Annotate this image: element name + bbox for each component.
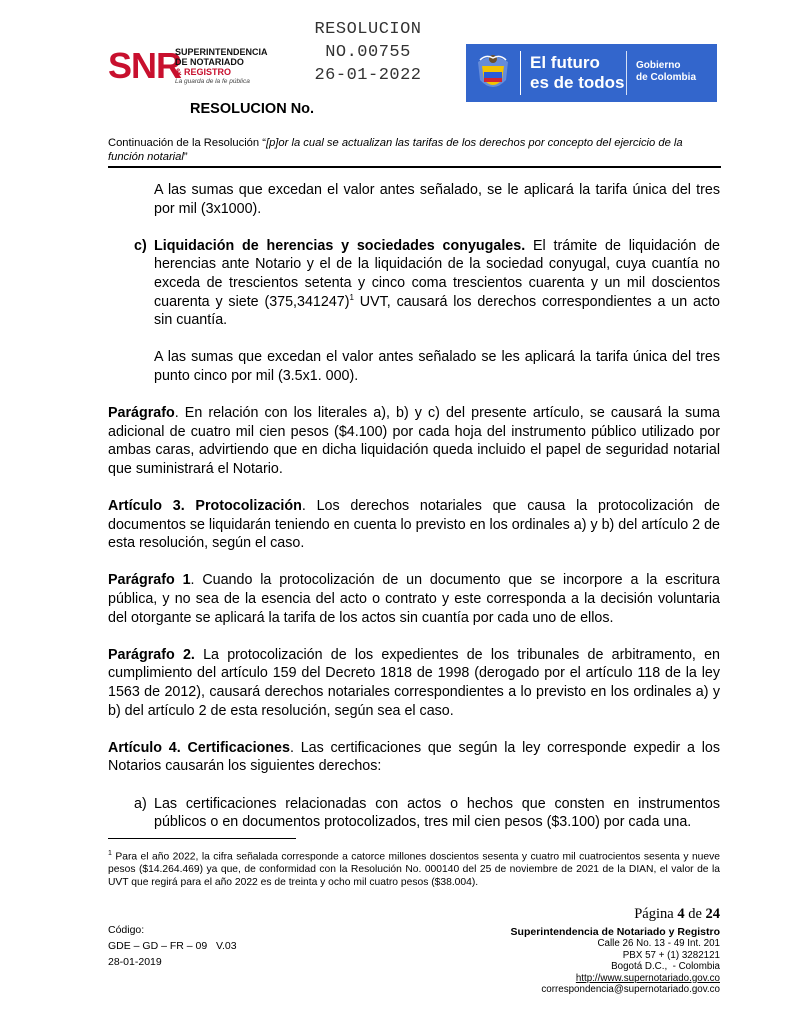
item-c-heading: Liquidación de herencias y sociedades conyugales. (154, 237, 526, 254)
continuation-prefix: Continuación de la Resolución “ (108, 137, 266, 149)
list-marker-c: c) (134, 237, 147, 254)
paragrafo-text: . En relación con los literales a), b) y c) del presente artículo, se causará la suma adicional de cuatro mil cien pesos ($4.100) por cada hoja del instrumento público utilizado por ambas caras, advirtiendo que en dicha liquidación queda incluido el papel de seguridad notarial que suministrará el Notario. (108, 405, 720, 477)
header-rule (108, 166, 721, 168)
pagina-de: de (684, 906, 706, 922)
list-marker-a: a) (134, 795, 147, 812)
paragraph-excess-3-5x1000: A las sumas que excedan el valor antes señalado se les aplicará la tarifa única del tres punto cinco por mil (3.5x1. 000). (154, 349, 720, 384)
continuation-line (108, 136, 721, 164)
stamp-line-3: 26-01-2022 (314, 66, 422, 85)
pagina-label: Página (634, 906, 678, 922)
continuation-suffix: ” (183, 151, 188, 163)
footnote (108, 847, 720, 889)
footer-web-link[interactable]: http://www.supernotariado.gov.co (575, 972, 720, 984)
snr-logo-line-1: SUPERINTENDENCIA (175, 47, 268, 57)
articulo-3 (108, 497, 720, 553)
paragrafo-2-text: La protocolización de los expedientes de los tribunales de arbitramento, en cumplimiento del artículo 159 del Decreto 1818 de 1998 (derogado por el artículo 118 de la ley 1563 de 2012), causará derechos notariales correspondientes a lo previsto en los ordinales a) y b) del artículo 2 de esta resolución, según sea el caso. (108, 646, 721, 719)
stamp-line-1: RESOLUCION (314, 20, 422, 39)
snr-logo-line-2: DE NOTARIADO (175, 57, 244, 67)
footnote-number: 1 (108, 850, 112, 857)
footnote-rule (108, 838, 296, 839)
gov-logo-divider-2 (626, 51, 627, 95)
gov-logo (466, 44, 717, 102)
gov-slogan-line-1: El futuro (530, 53, 600, 72)
current-page: 4 (677, 906, 685, 922)
paragrafo-1-label: Parágrafo 1 (108, 572, 191, 589)
footer-street: Calle 26 No. 13 - 49 Int. 201 (597, 938, 720, 950)
item-c-text: El trámite de liquidación de herencias ante Notario y el de la liquidación de la sociedad conyugal, cuya cuantía no exceda de trescientos setenta y cinco coma trescientos cuarenta y un mil doscientos cuarenta y siete (375,341247) (154, 237, 720, 310)
articulo-4-label: Artículo 4. Certificaciones (108, 739, 290, 756)
resolution-stamp (298, 18, 438, 87)
paragrafo-1 (108, 571, 720, 627)
document-code (108, 922, 237, 970)
footnote-text: Para el año 2022, la cifra señalada corresponde a catorce millones doscientos sesenta y cuatro mil cuatrocientos sesenta y nueve pesos ($14.264.469) ya que, de conformidad con la Resolución No. 000140 del 25 de noviembre de 2021 de la DIAN, el valor de la UVT que regirá para el año 2022 es de treinta y ocho mil cuatro pesos ($38.004). (108, 851, 720, 889)
gov-logo-name (636, 60, 696, 84)
stamp-line-2: NO.00755 (325, 43, 411, 62)
list-item-c (108, 237, 720, 330)
footer-org: Superintendencia de Notariado y Registro (510, 926, 720, 938)
gov-logo-divider (520, 51, 521, 95)
snr-logo-tagline: La guarda de la fe pública (175, 78, 250, 85)
footer-pbx: PBX 57 + (1) 3282121 (622, 949, 720, 961)
paragrafo-2-label: Parágrafo 2. (108, 646, 195, 663)
paragrafo-1-text: . Cuando la protocolización de un documento que se incorpore a la escritura pública, y no sea de la esencia del acto o contrato y este corresponda a la decisión voluntaria del otorgante se aplicará la tarifa de los actos sin cuantía por cada uno de ellos. (108, 572, 720, 626)
codigo-label: Código: (108, 924, 145, 936)
footnote-reference: 1 (349, 292, 354, 302)
articulo-4 (108, 739, 720, 776)
list-item-a (108, 795, 720, 832)
footer-address (450, 927, 720, 995)
snr-logo (108, 44, 278, 90)
articulo-4-text: . Las certificaciones que según la ley corresponde expedir a los Notarios causarán los siguientes derechos: (108, 739, 720, 775)
document-body (108, 181, 720, 850)
gov-slogan-line-2: es de todos (530, 73, 625, 92)
page-number (580, 906, 720, 923)
paragrafo-label: Parágrafo (108, 405, 175, 422)
snr-logo-text (175, 47, 268, 87)
footer-email[interactable]: correspondencia@supernotariado.gov.co (541, 984, 720, 996)
articulo-3-text: . Los derechos notariales que causa la protocolización de documentos se liquidarán teniendo en cuenta lo previsto en los ordinales a) y b) del artículo 2 de esta resolución, según el caso. (108, 498, 720, 552)
snr-logo-letters: SNR (108, 45, 182, 86)
paragrafo (108, 404, 720, 478)
gov-name-line-1: Gobierno (636, 60, 681, 71)
resolution-label: RESOLUCION No. (190, 101, 315, 117)
colombia-shield-icon (474, 50, 512, 96)
footer-city: Bogotá D.C., - Colombia (611, 961, 720, 973)
total-pages: 24 (705, 906, 720, 922)
articulo-3-label: Artículo 3. Protocolización (108, 498, 302, 515)
item-a-text: Las certificaciones relacionadas con actos o hechos que consten en instrumentos públicos o en documentos protocolizados, tres mil cien pesos ($3.100) por cada una. (154, 795, 720, 831)
codigo-date: 28-01-2019 (108, 956, 162, 968)
snr-logo-line-3: & REGISTRO (175, 67, 232, 77)
codigo-value: GDE – GD – FR – 09 V.03 (108, 940, 237, 952)
gov-name-line-2: de Colombia (636, 72, 697, 83)
gov-logo-slogan (530, 53, 624, 93)
item-c-text-end: UVT, causará los derechos correspondientes a un acto sin cuantía. (154, 293, 720, 329)
continuation-title: [p]or la cual se actualizan las tarifas de los derechos por concepto del ejercicio de la función notarial (108, 137, 683, 163)
paragraph-excess-3x1000: A las sumas que excedan el valor antes señalado, se le aplicará la tarifa única del tres por mil (3x1000). (154, 182, 720, 217)
paragrafo-2 (108, 646, 720, 720)
